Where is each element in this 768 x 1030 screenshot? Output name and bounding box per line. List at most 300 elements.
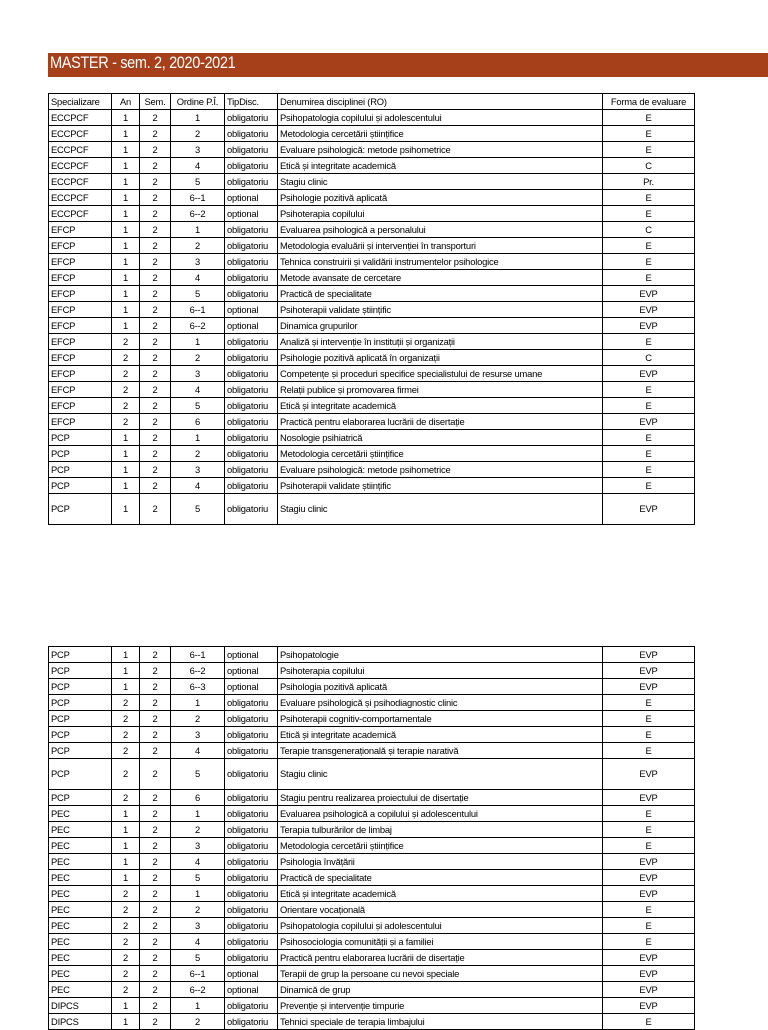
cell-tip-disc: obligatoriu <box>225 398 278 414</box>
cell-an: 1 <box>112 478 140 494</box>
cell-forma-evaluare: E <box>603 430 695 446</box>
cell-sem: 2 <box>140 870 171 886</box>
cell-tip-disc: obligatoriu <box>225 934 278 950</box>
cell-tip-disc: optional <box>225 206 278 222</box>
cell-an: 2 <box>112 366 140 382</box>
cell-ordine: 6--3 <box>171 679 225 695</box>
cell-sem: 2 <box>140 446 171 462</box>
cell-an: 1 <box>112 286 140 302</box>
cell-denumire: Practică pentru elaborarea lucrării de disertație <box>278 414 603 430</box>
cell-denumire: Metodologia cercetării științifice <box>278 446 603 462</box>
cell-specializare: EFCP <box>49 414 112 430</box>
cell-ordine: 2 <box>171 238 225 254</box>
cell-sem: 2 <box>140 695 171 711</box>
cell-sem: 2 <box>140 382 171 398</box>
cell-specializare: PCP <box>49 790 112 806</box>
cell-specializare: PEC <box>49 822 112 838</box>
cell-an: 1 <box>112 679 140 695</box>
cell-denumire: Practică de specialitate <box>278 286 603 302</box>
cell-forma-evaluare: E <box>603 478 695 494</box>
cell-sem: 2 <box>140 478 171 494</box>
header-denumire: Denumirea disciplinei (RO) <box>278 94 603 110</box>
cell-forma-evaluare: E <box>603 695 695 711</box>
cell-tip-disc: obligatoriu <box>225 854 278 870</box>
cell-ordine: 1 <box>171 886 225 902</box>
cell-forma-evaluare: E <box>603 1014 695 1030</box>
table-row <box>49 711 695 727</box>
cell-specializare: DIPCS <box>49 1014 112 1030</box>
cell-specializare: PCP <box>49 711 112 727</box>
cell-forma-evaluare: EVP <box>603 286 695 302</box>
cell-sem: 2 <box>140 918 171 934</box>
table-row <box>49 934 695 950</box>
cell-tip-disc: obligatoriu <box>225 478 278 494</box>
cell-specializare: EFCP <box>49 334 112 350</box>
cell-an: 1 <box>112 222 140 238</box>
cell-an: 1 <box>112 870 140 886</box>
cell-specializare: PCP <box>49 759 112 790</box>
cell-an: 1 <box>112 854 140 870</box>
cell-specializare: ECCPCF <box>49 110 112 126</box>
curriculum-table-part-1 <box>48 93 695 525</box>
cell-forma-evaluare: EVP <box>603 318 695 334</box>
table-row <box>49 727 695 743</box>
cell-forma-evaluare: EVP <box>603 998 695 1014</box>
cell-sem: 2 <box>140 886 171 902</box>
cell-forma-evaluare: EVP <box>603 759 695 790</box>
cell-ordine: 4 <box>171 854 225 870</box>
cell-an: 1 <box>112 494 140 525</box>
cell-forma-evaluare: EVP <box>603 663 695 679</box>
cell-ordine: 4 <box>171 382 225 398</box>
cell-specializare: PEC <box>49 870 112 886</box>
cell-tip-disc: obligatoriu <box>225 462 278 478</box>
cell-sem: 2 <box>140 286 171 302</box>
cell-ordine: 6--2 <box>171 318 225 334</box>
cell-forma-evaluare: E <box>603 110 695 126</box>
cell-forma-evaluare: E <box>603 806 695 822</box>
cell-sem: 2 <box>140 790 171 806</box>
cell-forma-evaluare: E <box>603 711 695 727</box>
table-row <box>49 382 695 398</box>
cell-sem: 2 <box>140 711 171 727</box>
cell-denumire: Evaluarea psihologică a copilului și adolescentului <box>278 806 603 822</box>
cell-ordine: 2 <box>171 902 225 918</box>
cell-an: 2 <box>112 711 140 727</box>
cell-denumire: Metodologia cercetării științifice <box>278 838 603 854</box>
cell-sem: 2 <box>140 174 171 190</box>
cell-ordine: 1 <box>171 110 225 126</box>
cell-forma-evaluare: EVP <box>603 854 695 870</box>
cell-specializare: EFCP <box>49 286 112 302</box>
table-row <box>49 318 695 334</box>
cell-denumire: Prevenție și intervenție timpurie <box>278 998 603 1014</box>
cell-tip-disc: obligatoriu <box>225 790 278 806</box>
cell-specializare: PEC <box>49 966 112 982</box>
title-bar <box>48 53 768 77</box>
cell-denumire: Relații publice și promovarea firmei <box>278 382 603 398</box>
cell-tip-disc: obligatoriu <box>225 334 278 350</box>
cell-sem: 2 <box>140 254 171 270</box>
cell-an: 2 <box>112 790 140 806</box>
table-row <box>49 790 695 806</box>
cell-forma-evaluare: EVP <box>603 494 695 525</box>
cell-ordine: 5 <box>171 950 225 966</box>
cell-an: 1 <box>112 110 140 126</box>
cell-forma-evaluare: EVP <box>603 414 695 430</box>
cell-denumire: Stagiu pentru realizarea proiectului de disertație <box>278 790 603 806</box>
cell-an: 1 <box>112 206 140 222</box>
cell-an: 2 <box>112 966 140 982</box>
cell-forma-evaluare: EVP <box>603 886 695 902</box>
cell-an: 1 <box>112 806 140 822</box>
cell-specializare: PCP <box>49 430 112 446</box>
cell-specializare: PCP <box>49 679 112 695</box>
cell-denumire: Psihologia pozitivă aplicată <box>278 679 603 695</box>
table-row <box>49 743 695 759</box>
cell-ordine: 6--1 <box>171 647 225 663</box>
cell-ordine: 6--2 <box>171 663 225 679</box>
cell-ordine: 1 <box>171 695 225 711</box>
page-title: MASTER - sem. 2, 2020-2021 <box>50 54 236 72</box>
cell-ordine: 3 <box>171 254 225 270</box>
cell-ordine: 4 <box>171 743 225 759</box>
cell-denumire: Evaluare psihologică: metode psihometrice <box>278 462 603 478</box>
cell-specializare: EFCP <box>49 238 112 254</box>
table-row <box>49 270 695 286</box>
cell-specializare: PEC <box>49 838 112 854</box>
cell-tip-disc: optional <box>225 318 278 334</box>
cell-specializare: ECCPCF <box>49 126 112 142</box>
cell-sem: 2 <box>140 142 171 158</box>
cell-specializare: EFCP <box>49 222 112 238</box>
cell-forma-evaluare: E <box>603 934 695 950</box>
cell-tip-disc: obligatoriu <box>225 998 278 1014</box>
cell-denumire: Psihologie pozitivă aplicată <box>278 190 603 206</box>
cell-tip-disc: obligatoriu <box>225 918 278 934</box>
cell-sem: 2 <box>140 982 171 998</box>
cell-forma-evaluare: E <box>603 238 695 254</box>
cell-specializare: ECCPCF <box>49 174 112 190</box>
header-an: An <box>112 94 140 110</box>
table-row <box>49 350 695 366</box>
cell-tip-disc: optional <box>225 982 278 998</box>
cell-tip-disc: obligatoriu <box>225 254 278 270</box>
cell-forma-evaluare: EVP <box>603 966 695 982</box>
cell-tip-disc: optional <box>225 663 278 679</box>
header-sem: Sem. <box>140 94 171 110</box>
table-row <box>49 838 695 854</box>
cell-specializare: DIPCS <box>49 998 112 1014</box>
cell-denumire: Evaluare psihologică și psihodiagnostic clinic <box>278 695 603 711</box>
cell-ordine: 4 <box>171 934 225 950</box>
table-row <box>49 222 695 238</box>
table-row <box>49 759 695 790</box>
cell-tip-disc: obligatoriu <box>225 158 278 174</box>
cell-specializare: ECCPCF <box>49 190 112 206</box>
cell-specializare: PCP <box>49 663 112 679</box>
cell-forma-evaluare: E <box>603 206 695 222</box>
cell-forma-evaluare: EVP <box>603 647 695 663</box>
cell-forma-evaluare: Pr. <box>603 174 695 190</box>
cell-denumire: Psihopatologia copilului și adolescentului <box>278 918 603 934</box>
cell-sem: 2 <box>140 854 171 870</box>
cell-forma-evaluare: E <box>603 398 695 414</box>
cell-denumire: Etică și integritate academică <box>278 158 603 174</box>
cell-forma-evaluare: E <box>603 838 695 854</box>
cell-denumire: Psihologie pozitivă aplicată în organizații <box>278 350 603 366</box>
cell-an: 2 <box>112 759 140 790</box>
cell-an: 1 <box>112 126 140 142</box>
cell-denumire: Evaluare psihologică: metode psihometrice <box>278 142 603 158</box>
cell-an: 1 <box>112 998 140 1014</box>
cell-sem: 2 <box>140 998 171 1014</box>
cell-sem: 2 <box>140 366 171 382</box>
table-row <box>49 110 695 126</box>
cell-denumire: Metodologia cercetării științifice <box>278 126 603 142</box>
cell-denumire: Psihoterapii cognitiv-comportamentale <box>278 711 603 727</box>
cell-tip-disc: obligatoriu <box>225 743 278 759</box>
table-row <box>49 430 695 446</box>
cell-forma-evaluare: C <box>603 222 695 238</box>
cell-tip-disc: optional <box>225 679 278 695</box>
cell-specializare: PEC <box>49 982 112 998</box>
table-header-row <box>49 94 695 110</box>
cell-sem: 2 <box>140 350 171 366</box>
cell-specializare: PEC <box>49 854 112 870</box>
cell-tip-disc: obligatoriu <box>225 366 278 382</box>
table-row <box>49 478 695 494</box>
cell-ordine: 3 <box>171 838 225 854</box>
cell-an: 2 <box>112 918 140 934</box>
cell-forma-evaluare: E <box>603 382 695 398</box>
cell-ordine: 1 <box>171 334 225 350</box>
cell-an: 1 <box>112 446 140 462</box>
cell-an: 2 <box>112 934 140 950</box>
cell-denumire: Terapii de grup la persoane cu nevoi speciale <box>278 966 603 982</box>
cell-specializare: PCP <box>49 727 112 743</box>
table-row <box>49 302 695 318</box>
cell-an: 2 <box>112 727 140 743</box>
cell-sem: 2 <box>140 430 171 446</box>
cell-an: 1 <box>112 174 140 190</box>
cell-ordine: 6--1 <box>171 966 225 982</box>
cell-tip-disc: obligatoriu <box>225 695 278 711</box>
cell-sem: 2 <box>140 238 171 254</box>
cell-sem: 2 <box>140 126 171 142</box>
cell-forma-evaluare: EVP <box>603 870 695 886</box>
table-row <box>49 902 695 918</box>
cell-sem: 2 <box>140 838 171 854</box>
cell-denumire: Metode avansate de cercetare <box>278 270 603 286</box>
cell-sem: 2 <box>140 462 171 478</box>
header-forma-evaluare: Forma de evaluare <box>603 94 695 110</box>
cell-denumire: Etică și integritate academică <box>278 727 603 743</box>
cell-sem: 2 <box>140 158 171 174</box>
header-tip-disc: TipDisc. <box>225 94 278 110</box>
cell-denumire: Tehnica construirii și validării instrumentelor psihologice <box>278 254 603 270</box>
cell-forma-evaluare: EVP <box>603 302 695 318</box>
header-ordine: Ordine P.Î. <box>171 94 225 110</box>
cell-specializare: PCP <box>49 494 112 525</box>
table-row <box>49 254 695 270</box>
cell-sem: 2 <box>140 966 171 982</box>
curriculum-table-part-2 <box>48 646 695 1030</box>
cell-sem: 2 <box>140 494 171 525</box>
cell-specializare: PEC <box>49 886 112 902</box>
cell-denumire: Psihoterapia copilului <box>278 663 603 679</box>
cell-ordine: 1 <box>171 222 225 238</box>
cell-denumire: Psihopatologia copilului și adolescentului <box>278 110 603 126</box>
cell-ordine: 5 <box>171 494 225 525</box>
cell-denumire: Etică și integritate academică <box>278 886 603 902</box>
cell-sem: 2 <box>140 222 171 238</box>
cell-an: 2 <box>112 695 140 711</box>
cell-tip-disc: obligatoriu <box>225 382 278 398</box>
cell-specializare: PCP <box>49 743 112 759</box>
cell-ordine: 4 <box>171 158 225 174</box>
cell-specializare: EFCP <box>49 270 112 286</box>
cell-tip-disc: obligatoriu <box>225 886 278 902</box>
cell-denumire: Practică de specialitate <box>278 870 603 886</box>
cell-tip-disc: obligatoriu <box>225 126 278 142</box>
cell-tip-disc: obligatoriu <box>225 494 278 525</box>
cell-sem: 2 <box>140 110 171 126</box>
cell-forma-evaluare: E <box>603 270 695 286</box>
cell-specializare: PCP <box>49 695 112 711</box>
cell-sem: 2 <box>140 759 171 790</box>
cell-sem: 2 <box>140 663 171 679</box>
cell-forma-evaluare: EVP <box>603 679 695 695</box>
cell-tip-disc: obligatoriu <box>225 238 278 254</box>
cell-denumire: Psihosociologia comunității și a familiei <box>278 934 603 950</box>
cell-an: 2 <box>112 902 140 918</box>
cell-ordine: 2 <box>171 350 225 366</box>
cell-forma-evaluare: E <box>603 446 695 462</box>
cell-denumire: Orientare vocațională <box>278 902 603 918</box>
cell-denumire: Stagiu clinic <box>278 174 603 190</box>
table-row <box>49 366 695 382</box>
cell-forma-evaluare: EVP <box>603 982 695 998</box>
cell-forma-evaluare: E <box>603 743 695 759</box>
cell-denumire: Terapie transgenerațională și terapie narativă <box>278 743 603 759</box>
table-row <box>49 494 695 525</box>
cell-ordine: 4 <box>171 270 225 286</box>
cell-denumire: Tehnici speciale de terapia limbajului <box>278 1014 603 1030</box>
cell-an: 2 <box>112 743 140 759</box>
cell-tip-disc: obligatoriu <box>225 711 278 727</box>
cell-an: 1 <box>112 158 140 174</box>
cell-ordine: 5 <box>171 398 225 414</box>
cell-denumire: Psihopatologie <box>278 647 603 663</box>
cell-denumire: Stagiu clinic <box>278 759 603 790</box>
cell-sem: 2 <box>140 822 171 838</box>
cell-denumire: Stagiu clinic <box>278 494 603 525</box>
table-row <box>49 647 695 663</box>
table-row <box>49 950 695 966</box>
cell-tip-disc: obligatoriu <box>225 727 278 743</box>
cell-tip-disc: obligatoriu <box>225 350 278 366</box>
cell-an: 1 <box>112 462 140 478</box>
cell-ordine: 6 <box>171 414 225 430</box>
cell-specializare: EFCP <box>49 382 112 398</box>
table-row <box>49 870 695 886</box>
cell-ordine: 6--2 <box>171 982 225 998</box>
cell-tip-disc: obligatoriu <box>225 430 278 446</box>
cell-an: 2 <box>112 414 140 430</box>
cell-sem: 2 <box>140 318 171 334</box>
cell-ordine: 4 <box>171 478 225 494</box>
cell-ordine: 2 <box>171 711 225 727</box>
table-row <box>49 334 695 350</box>
cell-specializare: PEC <box>49 950 112 966</box>
table-row <box>49 238 695 254</box>
cell-denumire: Evaluarea psihologică a personalului <box>278 222 603 238</box>
table-row <box>49 126 695 142</box>
cell-forma-evaluare: EVP <box>603 366 695 382</box>
cell-denumire: Etică și integritate academică <box>278 398 603 414</box>
cell-an: 2 <box>112 982 140 998</box>
cell-forma-evaluare: E <box>603 918 695 934</box>
cell-an: 1 <box>112 302 140 318</box>
table-row <box>49 806 695 822</box>
cell-sem: 2 <box>140 902 171 918</box>
cell-sem: 2 <box>140 190 171 206</box>
cell-forma-evaluare: E <box>603 822 695 838</box>
cell-ordine: 3 <box>171 727 225 743</box>
cell-forma-evaluare: E <box>603 190 695 206</box>
cell-tip-disc: obligatoriu <box>225 286 278 302</box>
cell-specializare: ECCPCF <box>49 206 112 222</box>
cell-ordine: 2 <box>171 822 225 838</box>
cell-sem: 2 <box>140 647 171 663</box>
table-row <box>49 1014 695 1030</box>
cell-sem: 2 <box>140 743 171 759</box>
cell-ordine: 1 <box>171 430 225 446</box>
cell-ordine: 3 <box>171 918 225 934</box>
cell-denumire: Psihologia învățării <box>278 854 603 870</box>
cell-specializare: EFCP <box>49 366 112 382</box>
cell-ordine: 2 <box>171 446 225 462</box>
cell-an: 1 <box>112 190 140 206</box>
table-row <box>49 414 695 430</box>
cell-forma-evaluare: E <box>603 142 695 158</box>
table-row <box>49 286 695 302</box>
cell-denumire: Metodologia evaluării și intervenției în transporturi <box>278 238 603 254</box>
table-row <box>49 854 695 870</box>
cell-tip-disc: obligatoriu <box>225 414 278 430</box>
cell-tip-disc: obligatoriu <box>225 838 278 854</box>
table-row <box>49 695 695 711</box>
cell-sem: 2 <box>140 270 171 286</box>
cell-tip-disc: optional <box>225 190 278 206</box>
table-row <box>49 206 695 222</box>
cell-tip-disc: obligatoriu <box>225 870 278 886</box>
cell-an: 2 <box>112 334 140 350</box>
cell-tip-disc: obligatoriu <box>225 950 278 966</box>
table-row <box>49 998 695 1014</box>
cell-an: 1 <box>112 318 140 334</box>
header-specializare: Specializare <box>49 94 112 110</box>
cell-forma-evaluare: E <box>603 126 695 142</box>
cell-denumire: Terapia tulburărilor de limbaj <box>278 822 603 838</box>
cell-tip-disc: obligatoriu <box>225 270 278 286</box>
cell-sem: 2 <box>140 398 171 414</box>
cell-an: 2 <box>112 350 140 366</box>
cell-ordine: 5 <box>171 870 225 886</box>
cell-tip-disc: obligatoriu <box>225 174 278 190</box>
cell-an: 2 <box>112 398 140 414</box>
